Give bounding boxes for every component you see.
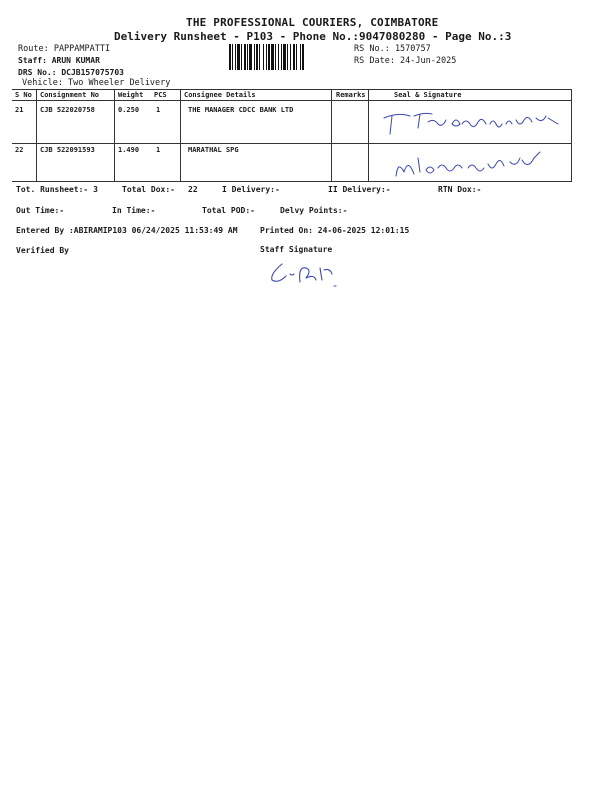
barcode-bar: [290, 44, 291, 70]
header-consignment: Consignment No: [40, 91, 100, 99]
staff-signature-label: Staff Signature: [260, 245, 333, 254]
col-divider: [180, 89, 181, 181]
i-delivery-label: I Delivery:-: [222, 185, 280, 194]
barcode-bar: [302, 44, 304, 70]
row-consignee: MARATHAL SPG: [188, 146, 239, 154]
barcode-bar: [271, 44, 274, 70]
route-label: Route: PAPPAMPATTI: [18, 44, 111, 54]
total-pod-label: Total POD:-: [202, 206, 255, 215]
barcode-bar: [229, 44, 231, 70]
barcode-bar: [235, 44, 236, 70]
row-weight: 0.250: [118, 106, 140, 114]
printed-on: Printed On: 24-06-2025 12:01:15: [260, 226, 410, 235]
table-bottom-border: [12, 181, 572, 182]
header-consignee: Consignee Details: [184, 91, 256, 99]
barcode-bar: [254, 44, 255, 70]
barcode-bar: [266, 44, 267, 70]
rs-number: RS No.: 1570757: [354, 44, 431, 54]
table-row-divider: [12, 143, 572, 144]
col-divider: [114, 89, 115, 181]
runsheet-title: Delivery Runsheet - P103 - Phone No.:9047080280 - Page No.:3: [114, 30, 512, 43]
rs-date: RS Date: 24-Jun-2025: [354, 56, 457, 66]
row-2-signature: [392, 150, 552, 180]
barcode-bar: [293, 44, 295, 70]
barcode-image: [228, 44, 348, 70]
staff-label: Staff: ARUN KUMAR: [18, 56, 100, 65]
total-dox-label: Total Dox:-: [122, 185, 175, 194]
header-seal-signature: Seal & Signature: [394, 91, 462, 99]
row-consignment: CJB 522091593: [40, 146, 95, 154]
barcode-bar: [259, 44, 260, 70]
verified-by-label: Verified By: [16, 246, 69, 255]
entered-by: Entered By :ABIRAMIP103 06/24/2025 11:53:49 AM: [16, 226, 238, 235]
header-remarks: Remarks: [336, 91, 366, 99]
col-divider: [331, 89, 332, 181]
table-top-border: [12, 89, 572, 90]
table-header-border: [12, 100, 572, 101]
row-consignee: THE MANAGER CDCC BANK LTD: [188, 106, 294, 114]
total-runsheet: Tot. Runsheet:- 3: [16, 185, 98, 194]
barcode-bar: [232, 44, 233, 70]
header-pcs: PCS: [154, 91, 167, 99]
vehicle-label: Vehicle: Two Wheeler Delivery: [22, 78, 171, 88]
row-consignment: CJB 522020758: [40, 106, 95, 114]
barcode-bar: [278, 44, 279, 70]
row-weight: 1.490: [118, 146, 140, 154]
row-pcs: 1: [156, 146, 161, 154]
row-pcs: 1: [156, 106, 161, 114]
row-sno: 21: [15, 106, 24, 114]
ii-delivery-label: II Delivery:-: [328, 185, 391, 194]
col-divider: [36, 89, 37, 181]
barcode-bar: [281, 44, 282, 70]
barcode-bar: [263, 44, 264, 70]
col-divider: [571, 89, 572, 181]
out-time-label: Out Time:-: [16, 206, 65, 215]
header-sno: S No: [15, 91, 32, 99]
barcode-bar: [244, 44, 246, 70]
drs-label: DRS No.: DCJB157075703: [18, 68, 124, 77]
in-time-label: In Time:-: [112, 206, 156, 215]
row-1-signature: [380, 104, 570, 140]
barcode-bar: [268, 44, 270, 70]
company-title: THE PROFESSIONAL COURIERS, COIMBATORE: [186, 16, 439, 29]
barcode-bar: [300, 44, 301, 70]
delvy-points-label: Delvy Points:-: [280, 206, 348, 215]
barcode-bar: [237, 44, 240, 70]
header-weight: Weight: [118, 91, 144, 99]
barcode-bar: [283, 44, 286, 70]
rtn-dox-label: RTN Dox:-: [438, 185, 482, 194]
row-sno: 22: [15, 146, 24, 154]
staff-signature-image: [262, 256, 348, 290]
col-divider: [368, 89, 369, 181]
barcode-bar: [296, 44, 297, 70]
barcode-bar: [275, 44, 276, 70]
barcode-bar: [249, 44, 252, 70]
barcode-bar: [256, 44, 258, 70]
barcode-bar: [287, 44, 288, 70]
barcode-bar: [241, 44, 242, 70]
total-dox-value: 22: [188, 185, 198, 194]
barcode-bar: [247, 44, 248, 70]
